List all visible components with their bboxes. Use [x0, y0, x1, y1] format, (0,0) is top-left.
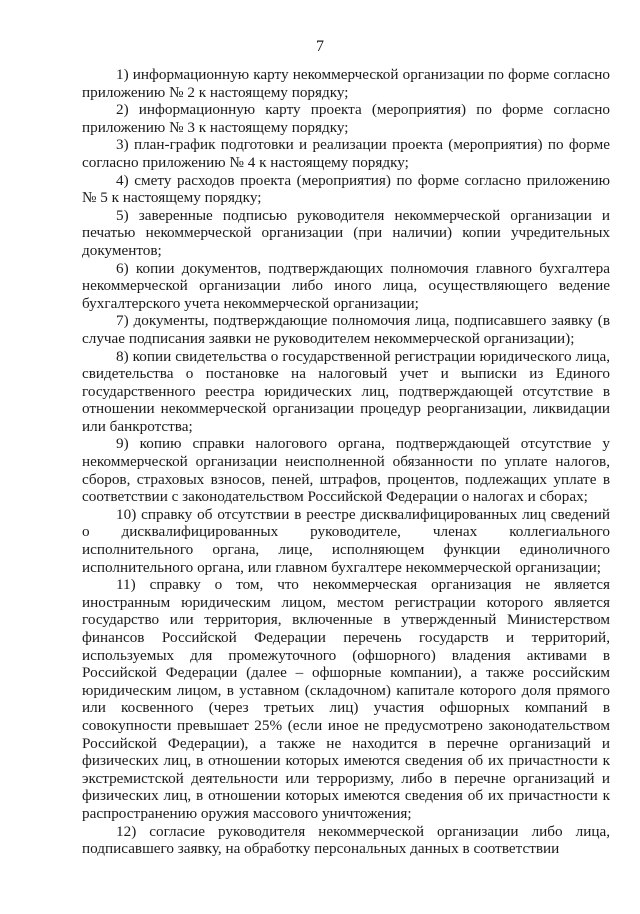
list-item-3: 3) план-график подготовки и реализации проекта (мероприятия) по форме согласно приложению № 4 к настоящему порядку; [82, 136, 610, 171]
page-number: 7 [316, 38, 324, 55]
list-item-9: 9) копию справки налогового органа, подтверждающей отсутствие у некоммерческой организации неисполненной обязанности по уплате налогов, сборов, страховых взносов, пеней, штрафов, процентов, подлежащих уплате в соответствии с законодательством Российской Федерации о налогах и сборах; [82, 435, 610, 506]
document-body [82, 66, 610, 858]
list-item-11: 11) справку о том, что некоммерческая организация не является иностранным юридическим лицом, местом регистрации которого является государство или территория, включенные в утвержденный Министерством финансов Российской Федерации перечень государств и территорий, используемых для промежуточного (офшорного) владения активами в Российской Федерации (далее – офшорные компании), а также российским юридическим лицом, в уставном (складочном) капитале которого доля прямого или косвенного (через третьих лиц) участия офшорных компаний в совокупности превышает 25% (если иное не предусмотрено законодательством Российской Федерации), а также не находится в перечне организаций и физических лиц, в отношении которых имеются сведения об их причастности к экстремистской деятельности или терроризму, либо в перечне организаций и физических лиц, в отношении которых имеются сведения об их причастности к распространению оружия массового уничтожения; [82, 576, 610, 822]
list-item-5: 5) заверенные подписью руководителя некоммерческой организации и печатью некоммерческой организации (при наличии) копии учредительных документов; [82, 206, 610, 259]
list-item-4: 4) смету расходов проекта (мероприятия) по форме согласно приложению № 5 к настоящему порядку; [82, 171, 610, 207]
list-item-1: 1) информационную карту некоммерческой организации по форме согласно приложению № 2 к настоящему порядку; [82, 66, 610, 101]
list-item-12: 12) согласие руководителя некоммерческой организации либо лица, подписавшего заявку, на обработку персональных данных в соответствии [82, 822, 610, 858]
list-item-2: 2) информационную карту проекта (мероприятия) по форме согласно приложению № 3 к настоящему порядку; [82, 101, 610, 136]
list-item-10: 10) справку об отсутствии в реестре дисквалифицированных лиц сведений о дисквалифицированных руководителе, членах коллегиального исполнительного органа, лице, исполняющем функции единоличного исполнительного органа, или главном бухгалтере некоммерческой организации; [82, 505, 610, 576]
list-item-8: 8) копии свидетельства о государственной регистрации юридического лица, свидетельства о постановке на налоговый учет и выписки из Единого государственного реестра юридических лиц, подтверждающей отсутствие в отношении некоммерческой организации процедур реорганизации, ликвидации или банкротства; [82, 347, 610, 435]
list-item-6: 6) копии документов, подтверждающих полномочия главного бухгалтера некоммерческой организации либо иного лица, осуществляющего ведение бухгалтерского учета некоммерческой организации; [82, 259, 610, 312]
list-item-7: 7) документы, подтверждающие полномочия лица, подписавшего заявку (в случае подписания заявки не руководителем некоммерческой организации); [82, 312, 610, 347]
